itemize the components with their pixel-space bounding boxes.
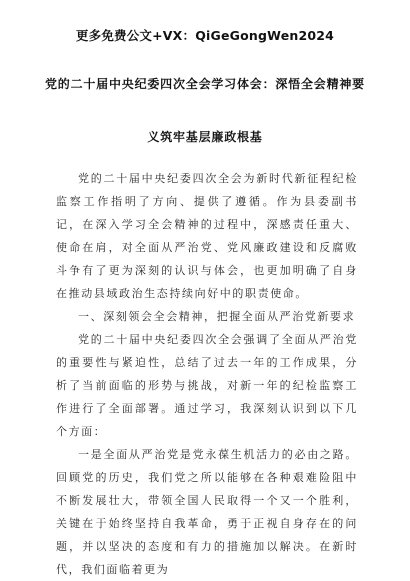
- document-title-line-2: 义筑牢基层廉政根基: [147, 130, 263, 144]
- paragraph-point-1: 一是全面从严治党是党永葆生机活力的必由之路。回顾党的历史，我们党之所以能够在各种艰难险阻中不断发展壮大，带领全国人民取得一个又一个胜利，关键在于始终坚持自我革命，勇于正视自身存在的问题，并以坚决的态度和有力的措施加以解决。在新时代，我们面临着更为: [56, 448, 358, 576]
- paragraph-section-1: 党的二十届中央纪委四次全会强调了全面从严治党的重要性与紧迫性，总结了过去一年的工作成果，分析了当前面临的形势与挑战，对新一年的纪检监察工作进行了全面部署。通过学习，我深刻认识到以下几个方面：: [56, 333, 358, 438]
- section-heading-1: 一、深刻领会全会精神，把握全面从严治党新要求: [78, 310, 356, 323]
- paragraph-intro: 党的二十届中央纪委四次全会为新时代新征程纪检监察工作指明了方向、提供了遵循。作为县委副书记，在深入学习全会精神的过程中，深感责任重大、使命在肩，对全面从严治党、党风廉政建设和反腐败斗争有了更为深刻的认识与体会，也更加明确了自身在推动县域政治生态持续向好中的职责使命。: [56, 172, 358, 300]
- promo-banner: 更多免费公文+VX：QiGeGongWen2024: [75, 28, 335, 43]
- document-title-line-1: 党的二十届中央纪委四次全会学习体会：深悟全会精神要: [44, 77, 365, 91]
- document-body: [56, 167, 358, 581]
